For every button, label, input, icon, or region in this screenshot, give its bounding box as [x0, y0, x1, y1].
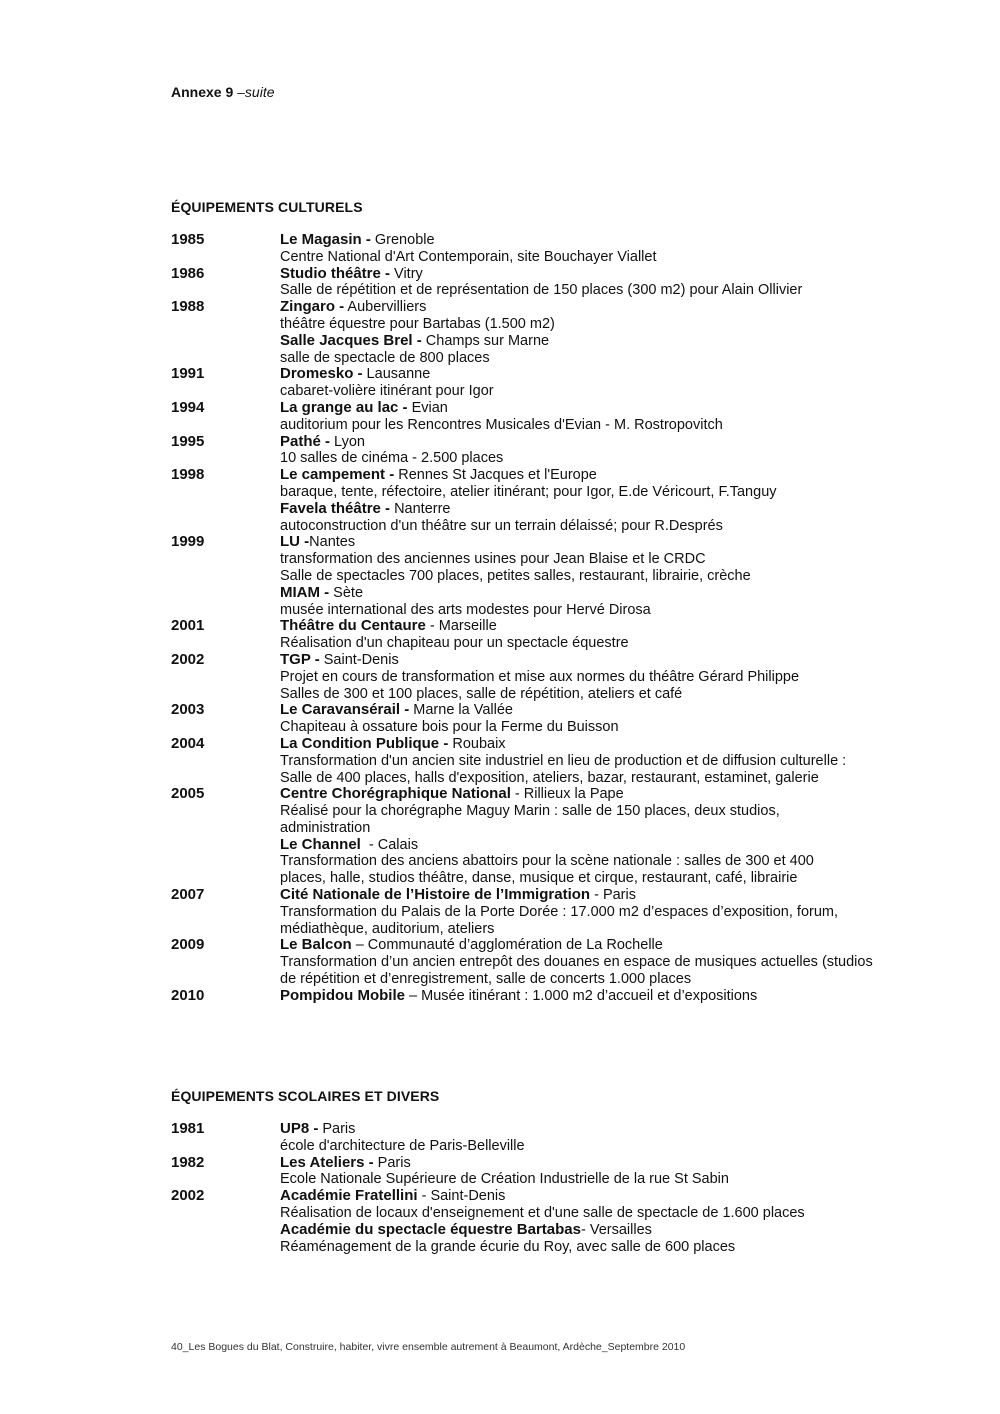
- year-label: 1994: [171, 398, 205, 416]
- project-place: Evian: [407, 399, 448, 416]
- page-header: [171, 84, 275, 100]
- year-label: 1986: [171, 264, 205, 282]
- project-title-line: [280, 887, 961, 904]
- project-name: Le Channel: [280, 835, 361, 853]
- project-place: Grenoble: [370, 232, 435, 248]
- project-title-line: [280, 618, 961, 635]
- year-row: [171, 652, 961, 702]
- project-place: - Rillieux la Pape: [510, 786, 624, 803]
- project-name: Le Magasin -: [280, 231, 371, 248]
- project-place: Roubaix: [448, 735, 506, 752]
- project-title-line: [280, 299, 961, 316]
- project-title-line: [280, 501, 961, 518]
- year-entries: [280, 618, 961, 652]
- year-label: 1982: [171, 1153, 205, 1171]
- project-name: Favela théâtre -: [280, 499, 391, 517]
- project-description: Réalisé pour la chorégraphe Maguy Marin : salle de 150 places, deux studios,: [280, 803, 780, 820]
- year-label: 1998: [171, 466, 205, 484]
- project-name: Pompidou Mobile: [280, 986, 405, 1004]
- year-label: 1999: [171, 533, 205, 551]
- project-place: Sète: [329, 584, 364, 601]
- project-description: administration: [280, 819, 371, 836]
- year-entries: [280, 366, 961, 400]
- project-name: Salle Jacques Brel -: [280, 331, 422, 349]
- year-entries: [280, 266, 961, 300]
- year-label: 1995: [171, 432, 205, 450]
- year-entries: [280, 988, 961, 1005]
- project-place: Nanterre: [390, 500, 451, 517]
- year-entries: [280, 937, 961, 987]
- project-title-line: [280, 1155, 961, 1172]
- project-name: Académie Fratellini: [280, 1187, 418, 1205]
- page-footer: 40_Les Bogues du Blat, Construire, habiter, vivre ensemble autrement à Beaumont, Ardèche_Septembre 2010: [171, 1341, 686, 1353]
- year-entries: [280, 467, 961, 534]
- project-description: cabaret-volière itinérant pour Igor: [280, 383, 494, 400]
- project-title-line: [280, 837, 961, 854]
- annex-suffix: –suite: [233, 84, 275, 100]
- year-label: 2005: [171, 785, 205, 803]
- project-place: Lausanne: [362, 366, 431, 383]
- year-entries: [280, 652, 961, 702]
- project-name: UP8 -: [280, 1120, 319, 1137]
- project-description: places, halle, studios théâtre, danse, musique et cirque, restaurant, café, librairie: [280, 870, 798, 887]
- project-title-line: [280, 333, 961, 350]
- year-label: 2007: [171, 886, 205, 904]
- project-title-line: [280, 467, 961, 484]
- year-row: [171, 786, 961, 887]
- year-row: [171, 434, 961, 468]
- project-description: transformation des anciennes usines pour Jean Blaise et le CRDC: [280, 551, 706, 568]
- year-label: 2010: [171, 986, 205, 1004]
- year-label: 2002: [171, 1187, 205, 1205]
- project-name: Le Balcon: [280, 936, 352, 954]
- year-entries: [280, 736, 961, 786]
- year-row: [171, 232, 961, 266]
- year-row: [171, 266, 961, 300]
- project-description: Transformation d’un ancien entrepôt des douanes en espace de musiques actuelles (studios: [280, 954, 873, 971]
- project-name: Cité Nationale de l’Histoire de l’Immigration: [280, 886, 591, 904]
- project-place: Champs sur Marne: [421, 332, 550, 349]
- project-name: Pathé -: [280, 432, 331, 450]
- project-place: Paris: [318, 1121, 356, 1137]
- project-place: - Paris: [590, 887, 636, 904]
- project-description: Salle de répétition et de représentation de 150 places (300 m2) pour Alain Ollivier: [280, 282, 803, 299]
- year-row: [171, 366, 961, 400]
- year-label: 2003: [171, 701, 205, 719]
- project-name: Le Caravansérail -: [280, 701, 410, 719]
- project-place: - Saint-Denis: [417, 1188, 506, 1205]
- year-row: [171, 937, 961, 987]
- project-description: salle de spectacle de 800 places: [280, 349, 490, 366]
- project-description: théâtre équestre pour Bartabas (1.500 m2): [280, 315, 555, 332]
- project-title-line: [280, 266, 961, 283]
- project-description: auditorium pour les Rencontres Musicales d'Evian - M. Rostropovitch: [280, 416, 723, 433]
- project-place: Rennes St Jacques et l'Europe: [394, 467, 597, 484]
- project-description: baraque, tente, réfectoire, atelier itinérant; pour Igor, E.de Véricourt, F.Tanguy: [280, 483, 777, 500]
- project-name: Le campement -: [280, 466, 395, 484]
- project-title-line: [280, 702, 961, 719]
- year-entries: [280, 434, 961, 468]
- project-description: musée international des arts modestes pour Hervé Dirosa: [280, 601, 651, 618]
- year-label: 2001: [171, 617, 205, 635]
- project-description: Centre National d'Art Contemporain, site Bouchayer Viallet: [280, 248, 657, 265]
- year-label: 1981: [171, 1120, 205, 1137]
- project-name: Académie du spectacle équestre Bartabas: [280, 1220, 581, 1238]
- project-place: Vitry: [390, 265, 423, 282]
- project-title-line: [280, 400, 961, 417]
- project-place: Saint-Denis: [319, 651, 399, 668]
- year-entries: [280, 232, 961, 266]
- year-label: 2004: [171, 734, 205, 752]
- project-name: TGP -: [280, 650, 320, 668]
- project-title-line: [280, 1188, 961, 1205]
- project-name: Centre Chorégraphique National: [280, 785, 511, 803]
- project-description: de répétition et d’enregistrement, salle de concerts 1.000 places: [280, 971, 692, 988]
- project-title-line: [280, 652, 961, 669]
- year-entries: [280, 786, 961, 887]
- year-label: 2002: [171, 650, 205, 668]
- project-description: autoconstruction d'un théâtre sur un terrain délaissé; pour R.Després: [280, 517, 723, 534]
- project-name: Studio théâtre -: [280, 264, 391, 282]
- project-description: école d'architecture de Paris-Belleville: [280, 1137, 525, 1154]
- year-entries: [280, 887, 961, 937]
- project-title-line: [280, 988, 961, 1005]
- project-title-line: [280, 1121, 961, 1138]
- year-row: [171, 736, 961, 786]
- year-row: [171, 1188, 961, 1255]
- year-row: [171, 1121, 961, 1155]
- project-description: médiathèque, auditorium, ateliers: [280, 920, 495, 937]
- project-place: - Versailles: [580, 1221, 652, 1238]
- year-row: [171, 887, 961, 937]
- project-description: Transformation des anciens abattoirs pour la scène nationale : salles de 300 et 400: [280, 853, 814, 870]
- project-description: Ecole Nationale Supérieure de Création Industrielle de la rue St Sabin: [280, 1171, 729, 1188]
- project-description: Chapiteau à ossature bois pour la Ferme du Buisson: [280, 719, 619, 736]
- year-label: 1985: [171, 231, 205, 248]
- year-row: [171, 534, 961, 618]
- year-label: 1988: [171, 298, 205, 316]
- project-title-line: [280, 1222, 961, 1239]
- section-list-scolaires: [171, 1121, 961, 1255]
- section-list-culturels: [171, 232, 961, 1005]
- section-title-scolaires: ÉQUIPEMENTS SCOLAIRES ET DIVERS: [171, 1088, 440, 1104]
- section-title-culturels: ÉQUIPEMENTS CULTURELS: [171, 199, 363, 215]
- project-description: Transformation du Palais de la Porte Dorée : 17.000 m2 d’espaces d’exposition, forum,: [280, 903, 839, 920]
- project-name: MIAM -: [280, 583, 330, 601]
- annex-label: Annexe 9: [171, 84, 234, 100]
- project-description: Salles de 300 et 100 places, salle de répétition, ateliers et café: [280, 685, 683, 702]
- year-entries: [280, 534, 961, 618]
- project-description: Réaménagement de la grande écurie du Roy, avec salle de 600 places: [280, 1238, 736, 1255]
- project-name: Dromesko -: [280, 365, 363, 383]
- project-name: La grange au lac -: [280, 398, 408, 416]
- year-entries: [280, 1121, 961, 1155]
- project-title-line: [280, 786, 961, 803]
- project-title-line: [280, 434, 961, 451]
- year-label: 2009: [171, 936, 205, 954]
- project-place: - Calais: [360, 836, 419, 853]
- project-title-line: [280, 937, 961, 954]
- project-description: 10 salles de cinéma - 2.500 places: [280, 450, 504, 467]
- year-row: [171, 1155, 961, 1189]
- project-place: - Marseille: [425, 618, 497, 635]
- project-description: Transformation d'un ancien site industriel en lieu de production et de diffusion culturelle :: [280, 752, 847, 769]
- year-entries: [280, 1188, 961, 1255]
- project-description: Réalisation de locaux d'enseignement et d'une salle de spectacle de 1.600 places: [280, 1204, 805, 1221]
- year-row: [171, 299, 961, 366]
- year-label: 1991: [171, 365, 205, 383]
- project-place: Aubervilliers: [344, 299, 427, 316]
- project-description: Salle de 400 places, halls d'exposition, ateliers, bazar, restaurant, estaminet, galerie: [280, 769, 819, 786]
- project-name: LU -: [280, 533, 310, 551]
- project-place: Marne la Vallée: [409, 702, 513, 719]
- project-description: Réalisation d'un chapiteau pour un spectacle équestre: [280, 635, 629, 652]
- year-row: [171, 400, 961, 434]
- project-description: Salle de spectacles 700 places, petites salles, restaurant, librairie, crèche: [280, 567, 751, 584]
- year-entries: [280, 400, 961, 434]
- year-row: [171, 702, 961, 736]
- year-entries: [280, 1155, 961, 1189]
- project-description: Projet en cours de transformation et mise aux normes du théâtre Gérard Philippe: [280, 668, 800, 685]
- project-name: Zingaro -: [280, 298, 345, 316]
- year-row: [171, 618, 961, 652]
- year-entries: [280, 702, 961, 736]
- project-place: Lyon: [330, 433, 365, 450]
- year-entries: [280, 299, 961, 366]
- project-place: – Communauté d’agglomération de La Rochelle: [351, 937, 663, 954]
- year-row: [171, 988, 961, 1005]
- project-place: – Musée itinérant : 1.000 m2 d’accueil et d’expositions: [405, 987, 758, 1004]
- project-name: La Condition Publique -: [280, 734, 449, 752]
- year-row: [171, 467, 961, 534]
- project-place: Paris: [373, 1154, 411, 1171]
- project-name: Théâtre du Centaure: [280, 617, 426, 635]
- project-title-line: [280, 585, 961, 602]
- project-place: Nantes: [309, 534, 356, 551]
- project-title-line: [280, 232, 961, 249]
- project-title-line: [280, 534, 961, 551]
- project-title-line: [280, 736, 961, 753]
- project-title-line: [280, 366, 961, 383]
- project-name: Les Ateliers -: [280, 1153, 374, 1171]
